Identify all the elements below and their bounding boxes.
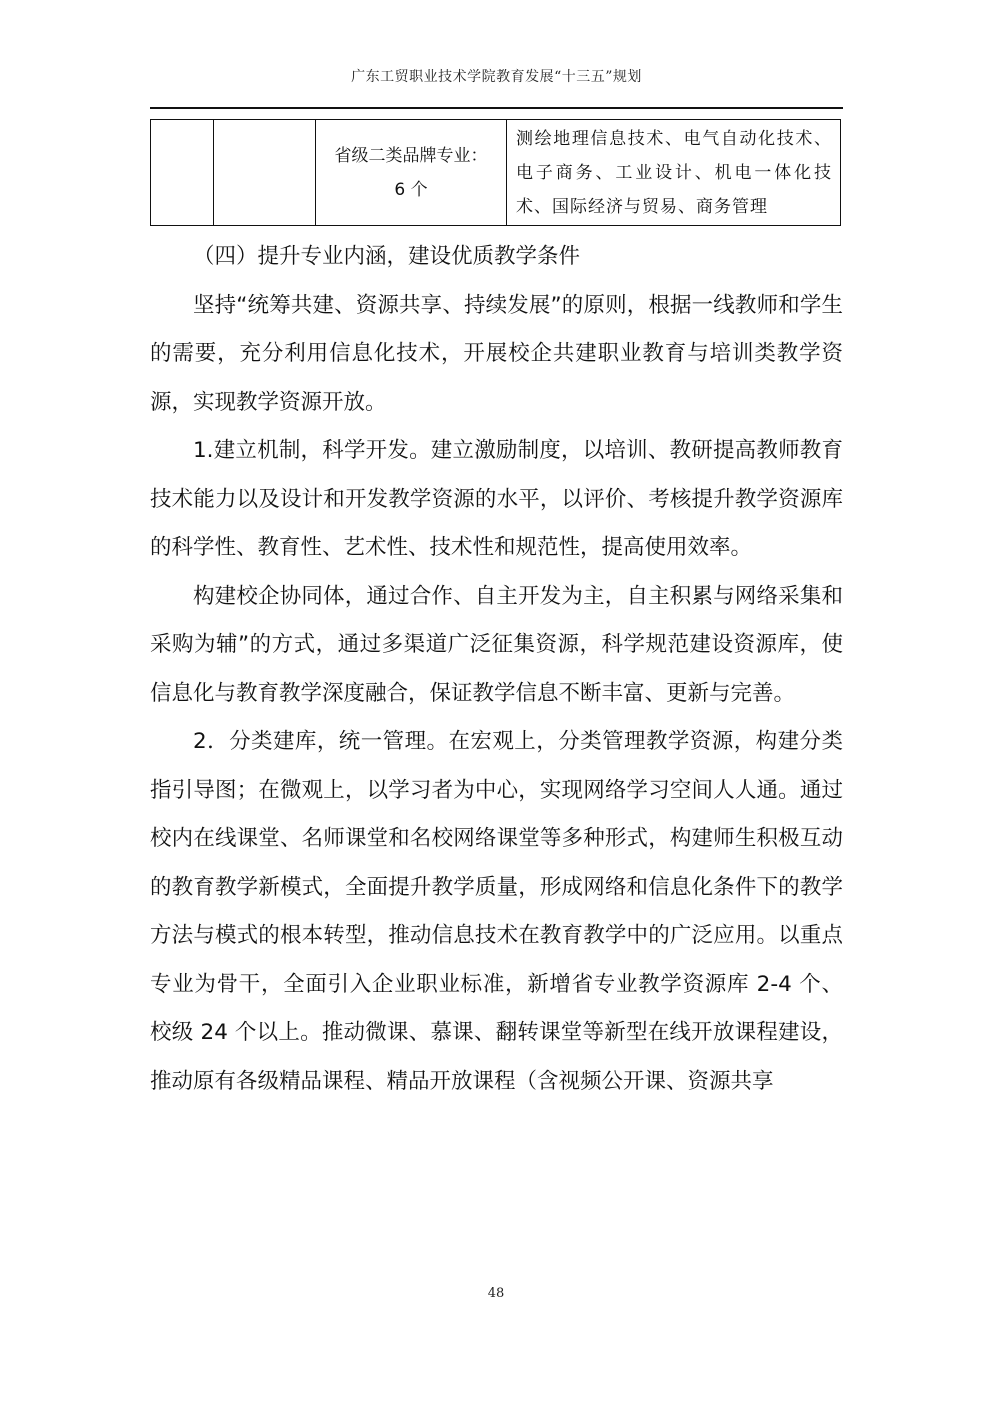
table-cell-majors: 测绘地理信息技术、电气自动化技术、电子商务、工业设计、机电一体化技术、国际经济与贸易、商务管理 — [507, 120, 841, 226]
paragraph: 构建校企协同体，通过合作、自主开发为主，自主积累与网络采集和采购为辅”的方式，通过多渠道广泛征集资源，科学规范建设资源库，使信息化与教育教学深度融合，保证教学信息不断丰富、更新与完善。 — [150, 583, 843, 706]
table-row — [151, 120, 841, 226]
category-count: 6 个 — [394, 179, 428, 200]
paragraph: 坚持“统筹共建、资源共享、持续发展”的原则，根据一线教师和学生的需要，充分利用信息化技术，开展校企共建职业教育与培训类教学资源，实现教学资源开放。 — [150, 292, 843, 415]
paragraph: 2．分类建库，统一管理。在宏观上，分类管理教学资源，构建分类指引导图；在微观上，以学习者为中心，实现网络学习空间人人通。通过校内在线课堂、名师课堂和名校网络课堂等多种形式，构建师生积极互动的教育教学新模式，全面提升教学质量，形成网络和信息化条件下的教学方法与模式的根本转型，推动信息技术在教育教学中的广泛应用。以重点专业为骨干，全面引入企业职业标准，新增省专业教学资源库 2-4 个、校级 24 个以上。推动微课、慕课、翻转课堂等新型在线开放课程建设，推动原有各级精品课程、精品开放课程（含视频公开课、资源共享 — [150, 729, 843, 1094]
running-header: 广东工贸职业技术学院教育发展“十三五”规划 — [351, 69, 642, 85]
table-cell-category — [316, 120, 507, 226]
table-cell-empty-a — [151, 120, 214, 226]
table-cell-empty-b — [214, 120, 316, 226]
header-rule — [150, 107, 843, 109]
brand-majors-table — [150, 119, 841, 226]
body-text — [150, 233, 843, 1106]
category-label: 省级二类品牌专业： — [334, 145, 488, 166]
page-number: 48 — [487, 1286, 505, 1301]
paragraph: 1.建立机制，科学开发。建立激励制度，以培训、教研提高教师教育技术能力以及设计和开发教学资源的水平，以评价、考核提升教学资源库的科学性、教育性、艺术性、技术性和规范性，提高使用效率。 — [150, 438, 843, 560]
section-heading: （四）提升专业内涵，建设优质教学条件 — [193, 244, 581, 269]
